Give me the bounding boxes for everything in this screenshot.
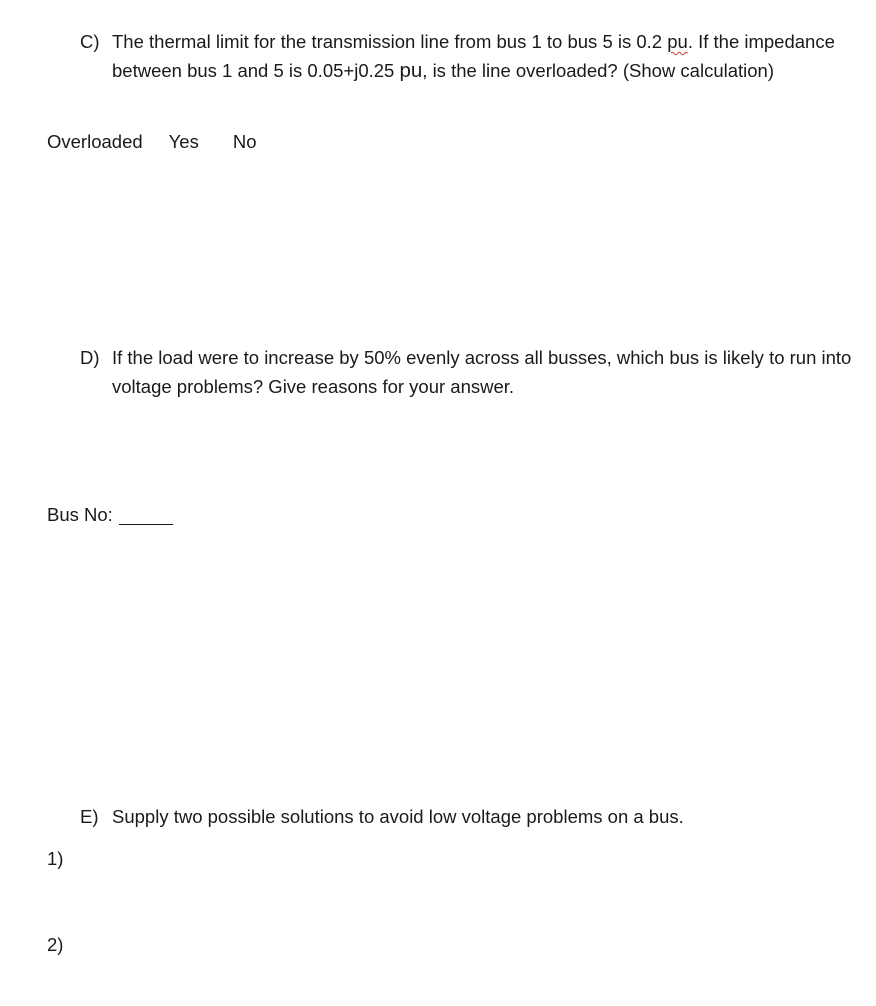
overloaded-yes-option[interactable]: Yes [168, 131, 199, 152]
question-c-text-part3: , is the line overloaded? (Show calculation) [422, 60, 774, 81]
question-c-letter: C) [80, 31, 100, 52]
question-d-letter: D) [80, 347, 100, 368]
overloaded-label: Overloaded [47, 131, 143, 152]
question-c-text-part1: The thermal limit for the transmission line from bus 1 to bus 5 is 0.2 [112, 31, 668, 52]
answer-item-2: 2) [47, 934, 64, 955]
question-e-text: Supply two possible solutions to avoid low voltage problems on a bus. [112, 806, 684, 827]
question-c-pu-second: pu [399, 59, 423, 82]
question-d [80, 343, 860, 401]
question-e [80, 802, 860, 831]
question-c-text [112, 27, 860, 85]
question-c [80, 27, 860, 85]
question-e-letter: E) [80, 806, 99, 827]
question-c-pu-first: pu [667, 31, 688, 52]
overloaded-no-option[interactable]: No [232, 131, 257, 152]
answer-item-1: 1) [47, 848, 64, 869]
question-d-text: If the load were to increase by 50% evenly across all busses, which bus is likely to run into voltage problems? Give reasons for your answer. [112, 347, 852, 397]
question-c-text-part2: . If the impedance between bus 1 and 5 is 0.05+j0.25 [112, 31, 835, 81]
overloaded-row [47, 129, 257, 155]
bus-no-row [47, 502, 173, 528]
bus-no-blank[interactable] [119, 506, 173, 525]
bus-no-label: Bus No: [47, 504, 113, 525]
